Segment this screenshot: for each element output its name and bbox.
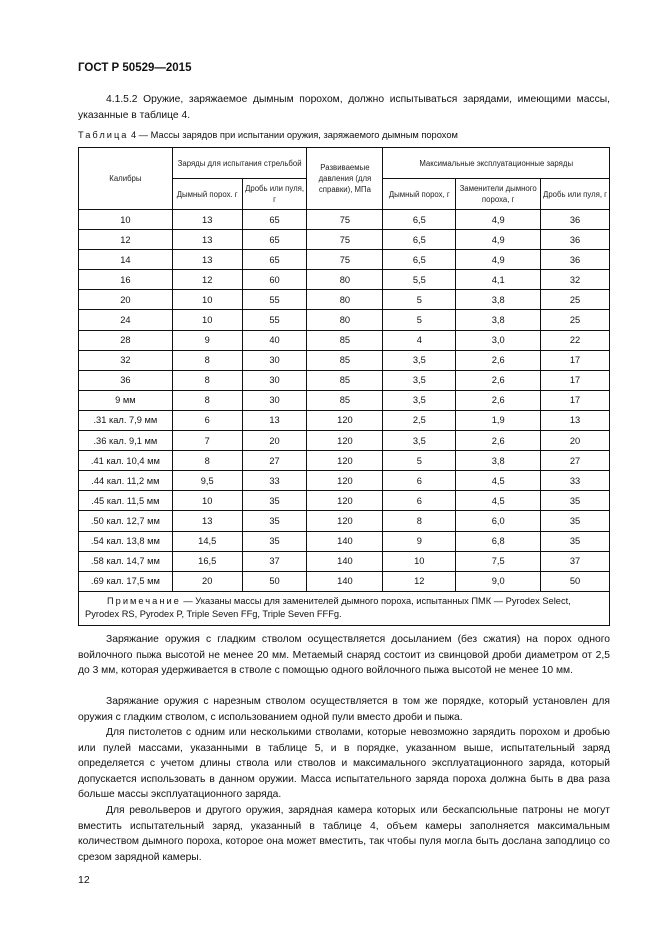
table-cell: 80: [307, 310, 383, 330]
table-row: [79, 511, 610, 531]
table-cell: 140: [307, 571, 383, 591]
table-cell: 120: [307, 451, 383, 471]
table-row: [79, 270, 610, 290]
table-row: [79, 390, 610, 410]
table-cell: 22: [541, 330, 610, 350]
table-cell: 50: [541, 571, 610, 591]
table-cell: 80: [307, 270, 383, 290]
table-cell: 27: [541, 451, 610, 471]
table-cell: 30: [242, 370, 307, 390]
table-cell: 14: [79, 250, 173, 270]
table-row: [79, 471, 610, 491]
table-row: [79, 310, 610, 330]
table-cell: .41 кал. 10,4 мм: [79, 451, 173, 471]
table-cell: 8: [383, 511, 456, 531]
table-cell: 17: [541, 370, 610, 390]
table-cell: 35: [541, 511, 610, 531]
table-cell: 3,8: [456, 451, 541, 471]
table-cell: 8: [172, 350, 242, 370]
table-cell: 3,5: [383, 390, 456, 410]
table-row: [79, 451, 610, 471]
table-cell: 85: [307, 350, 383, 370]
table-cell: 4: [383, 330, 456, 350]
col-pressure: Развиваемые давления (для справки), МПа: [307, 148, 383, 210]
table-cell: 6: [172, 410, 242, 430]
table-cell: 17: [541, 350, 610, 370]
table-cell: 30: [242, 390, 307, 410]
table-cell: 4,5: [456, 471, 541, 491]
table-cell: 37: [541, 551, 610, 571]
table-cell: 4,5: [456, 491, 541, 511]
table-cell: 2,5: [383, 410, 456, 430]
table-cell: 12: [383, 571, 456, 591]
table-cell: 120: [307, 410, 383, 430]
table-cell: 12: [79, 230, 173, 250]
table-cell: 20: [541, 431, 610, 451]
table-cell: 13: [242, 410, 307, 430]
col-caliber: Калибры: [79, 148, 173, 210]
table-cell: 8: [172, 370, 242, 390]
table-cell: 3,8: [456, 310, 541, 330]
table-cell: 6,5: [383, 250, 456, 270]
table-cell: 36: [79, 370, 173, 390]
table-cell: 9: [172, 330, 242, 350]
table-cell: 6,5: [383, 230, 456, 250]
table-cell: 10: [172, 491, 242, 511]
table-cell: 6,0: [456, 511, 541, 531]
col-max-powder: Дымный порох, г: [383, 179, 456, 210]
table-cell: 16: [79, 270, 173, 290]
table-cell: 35: [541, 531, 610, 551]
table-cell: 14,5: [172, 531, 242, 551]
table-cell: .54 кал. 13,8 мм: [79, 531, 173, 551]
table-cell: 140: [307, 551, 383, 571]
table-cell: 35: [242, 511, 307, 531]
table-cell: 5: [383, 310, 456, 330]
table-cell: 32: [79, 350, 173, 370]
table-cell: 6,8: [456, 531, 541, 551]
table-row: [79, 250, 610, 270]
table-cell: 80: [307, 290, 383, 310]
table-cell: 50: [242, 571, 307, 591]
table-cell: 4,9: [456, 250, 541, 270]
table-cell: 75: [307, 250, 383, 270]
table-cell: 4,1: [456, 270, 541, 290]
table-cell: 65: [242, 250, 307, 270]
table-cell: 10: [172, 290, 242, 310]
table-cell: 9,5: [172, 471, 242, 491]
table-cell: 140: [307, 531, 383, 551]
table-cell: 10: [79, 210, 173, 230]
paragraph-4: Для револьверов и другого оружия, зарядная камера которых или бескапсюльные патроны не могут вместить испытательный заряд, указанный в таблице 4, объем камеры заполняется максимальным количеством дымного пороха, которое она может вместить, так чтобы пуля могла быть дослана заподлицо со срезом зарядной камеры.: [78, 805, 610, 863]
table-cell: 3,5: [383, 431, 456, 451]
table-row: [79, 370, 610, 390]
table-cell: 120: [307, 511, 383, 531]
table-caption: [78, 130, 458, 140]
table-cell: 40: [242, 330, 307, 350]
table-cell: 85: [307, 330, 383, 350]
table-cell: 2,6: [456, 431, 541, 451]
table-cell: 32: [541, 270, 610, 290]
table-cell: 3,5: [383, 350, 456, 370]
table-cell: 2,6: [456, 370, 541, 390]
table-cell: 35: [541, 491, 610, 511]
table-cell: 60: [242, 270, 307, 290]
table-cell: 37: [242, 551, 307, 571]
table-cell: 9,0: [456, 571, 541, 591]
table-cell: .36 кал. 9,1 мм: [79, 431, 173, 451]
table-cell: 5: [383, 451, 456, 471]
table-cell: 30: [242, 350, 307, 370]
table-row: [79, 491, 610, 511]
table-cell: 55: [242, 310, 307, 330]
table-cell: 75: [307, 230, 383, 250]
table-cell: .45 кал. 11,5 мм: [79, 491, 173, 511]
col-max-charges: Максимальные эксплуатационные заряды: [383, 148, 610, 179]
table-cell: 28: [79, 330, 173, 350]
table-cell: 75: [307, 210, 383, 230]
caption-text: 4 — Массы зарядов при испытании оружия, заряжаемого дымным порохом: [128, 130, 458, 140]
table-cell: 36: [541, 250, 610, 270]
table-cell: 17: [541, 390, 610, 410]
table-cell: 3,8: [456, 290, 541, 310]
table-note: [79, 591, 610, 625]
col-max-shot: Дробь или пуля, г: [541, 179, 610, 210]
table-cell: 13: [172, 230, 242, 250]
table-cell: 8: [172, 451, 242, 471]
table-cell: 36: [541, 230, 610, 250]
table-cell: .31 кал. 7,9 мм: [79, 410, 173, 430]
table-cell: 20: [172, 571, 242, 591]
table-row: [79, 330, 610, 350]
table-cell: 33: [242, 471, 307, 491]
table-cell: 65: [242, 230, 307, 250]
table-row: [79, 210, 610, 230]
table-cell: 10: [172, 310, 242, 330]
table-cell: 120: [307, 471, 383, 491]
table-cell: 85: [307, 370, 383, 390]
table-cell: 25: [541, 310, 610, 330]
table-cell: 10: [383, 551, 456, 571]
paragraph-3: Для пистолетов с одним или несколькими стволами, которые невозможно зарядить порохом и дробью или пулей массами, указанными в таблице 5, и в порядке, указанном выше, испытательный заряд определяется с учетом длины ствола или стволов и максимального эксплуатационного заряда, который допускается использовать в данном оружии. Масса испытательного заряда пороха должна быть в два раза больше массы эксплуатационного заряда.: [78, 727, 610, 800]
table-cell: 13: [172, 511, 242, 531]
table-cell: 7: [172, 431, 242, 451]
table-cell: 55: [242, 290, 307, 310]
table-row: [79, 531, 610, 551]
col-test-powder: Дымный порох. г: [172, 179, 242, 210]
table-cell: 6: [383, 471, 456, 491]
table-row: [79, 431, 610, 451]
table-cell: 6,5: [383, 210, 456, 230]
document-header: ГОСТ Р 50529—2015: [78, 62, 192, 74]
table-cell: .50 кал. 12,7 мм: [79, 511, 173, 531]
table-cell: 85: [307, 390, 383, 410]
table-cell: 2,6: [456, 390, 541, 410]
table-cell: 12: [172, 270, 242, 290]
table-cell: 13: [541, 410, 610, 430]
table-cell: .58 кал. 14,7 мм: [79, 551, 173, 571]
table-row: [79, 350, 610, 370]
table-cell: 3,5: [383, 370, 456, 390]
table-row: [79, 410, 610, 430]
table-cell: 27: [242, 451, 307, 471]
table-cell: 65: [242, 210, 307, 230]
table-cell: 5,5: [383, 270, 456, 290]
table-row: [79, 551, 610, 571]
table-cell: 120: [307, 431, 383, 451]
table-cell: 1,9: [456, 410, 541, 430]
col-test-shot: Дробь или пуля, г: [242, 179, 307, 210]
table-cell: 8: [172, 390, 242, 410]
table-cell: 6: [383, 491, 456, 511]
table-cell: 25: [541, 290, 610, 310]
paragraph-1: Заряжание оружия с гладким стволом осуществляется досыланием (без сжатия) на порох одного войлочного пыжа высотой не менее 20 мм. Метаемый снаряд состоит из свинцовой дроби диаметром от 2,5 до 3 мм, которая удерживается в стволе с помощью одного войлочного пыжа высотой не менее 10 мм.: [78, 634, 610, 676]
table-cell: 2,6: [456, 350, 541, 370]
col-test-charges: Заряды для испытания стрельбой: [172, 148, 307, 179]
table-cell: 7,5: [456, 551, 541, 571]
note-text: — Указаны массы для заменителей дымного пороха, испытанных ПМК — Pyrodex Select, Pyrodex RS, Pyrodex P, Triple Seven FFg, Triple Seven FFFg.: [85, 595, 571, 620]
table-cell: 4,9: [456, 210, 541, 230]
table-cell: 20: [79, 290, 173, 310]
table-cell: .69 кал. 17,5 мм: [79, 571, 173, 591]
table-cell: 5: [383, 290, 456, 310]
table-cell: 35: [242, 531, 307, 551]
table-cell: 120: [307, 491, 383, 511]
table-cell: 9 мм: [79, 390, 173, 410]
table-cell: 9: [383, 531, 456, 551]
table-cell: 3,0: [456, 330, 541, 350]
table-cell: .44 кал. 11,2 мм: [79, 471, 173, 491]
caption-label: Таблица: [78, 130, 129, 140]
table-cell: 4,9: [456, 230, 541, 250]
table-cell: 16,5: [172, 551, 242, 571]
col-max-substitute: Заменители дымного пороха, г: [456, 179, 541, 210]
table-row: [79, 571, 610, 591]
table-cell: 35: [242, 491, 307, 511]
table-cell: 20: [242, 431, 307, 451]
intro-paragraph: 4.1.5.2 Оружие, заряжаемое дымным порохом, должно испытываться зарядами, имеющими массы, указанные в таблице 4.: [78, 94, 610, 121]
note-label: Примечание: [107, 595, 181, 606]
table-cell: 13: [172, 250, 242, 270]
charges-table: [78, 147, 610, 626]
table-cell: 33: [541, 471, 610, 491]
table-row: [79, 230, 610, 250]
page-number: 12: [78, 874, 90, 886]
table-cell: 13: [172, 210, 242, 230]
table-row: [79, 290, 610, 310]
table-cell: 36: [541, 210, 610, 230]
paragraph-2: Заряжание оружия с нарезным стволом осуществляется в том же порядке, который установлен для оружия с гладким стволом, с использованием одной пули вместо дроби и пыжа.: [78, 696, 610, 723]
table-cell: 24: [79, 310, 173, 330]
